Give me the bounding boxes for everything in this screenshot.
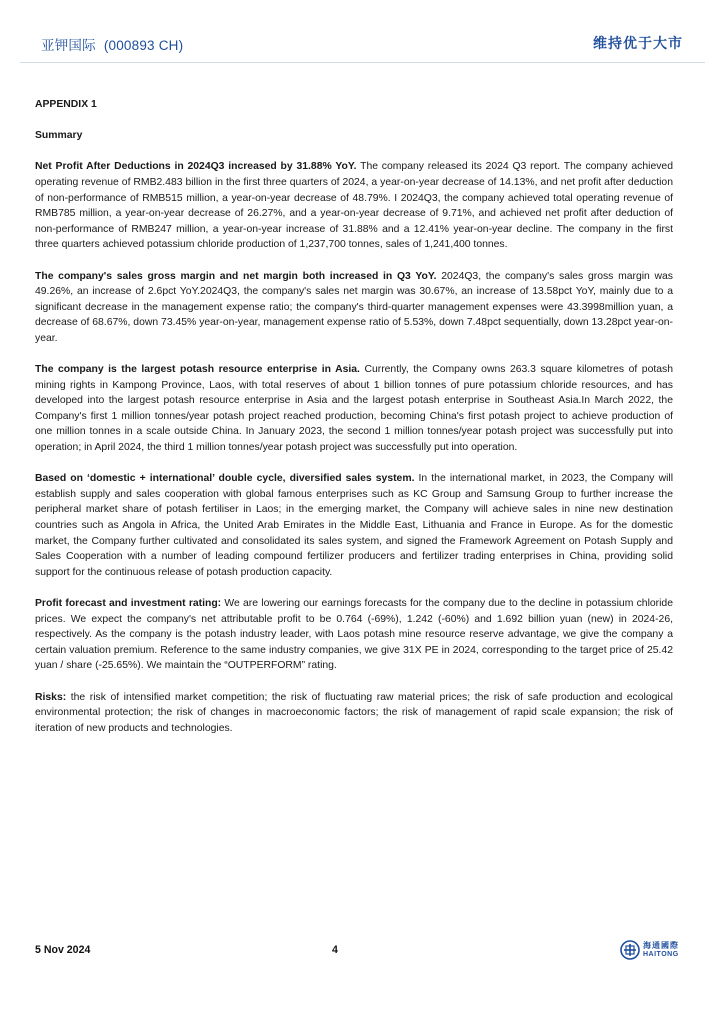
paragraph-body: the risk of intensified market competition; the risk of fluctuating raw material prices; the risk of safe production and ecological environmental protection; the risk of changes in macroeconomic factors; the risk of management of rapid scale expansion; the risk of iteration of new products and technologies. (35, 691, 673, 734)
rating-header: 维持优于大市 (593, 35, 683, 51)
paragraph-lead: The company is the largest potash resource enterprise in Asia. (35, 364, 360, 376)
paragraph-body: In the international market, in 2023, the Company will establish supply and sales cooperation with global famous enterprises such as KC Group and Samsung Group to further increase the peripheral market share of potash fertiliser in Laos; in the emerging market, the Company will achieve sales in nine new destination countries such as Angola in Africa, the United Arab Emirates in the Middle East, Lithuania and France in Europe. As for the domestic market, the Company further cultivated and consolidated its sales system, and signed the Framework Agreement on Potash Supply and Sales Cooperation with a number of leading compound fertilizer producers and fertilizer trading enterprises in China, providing solid support for the continuous release of potash production capacity. (35, 473, 673, 578)
header-company (41, 34, 183, 54)
appendix-title: APPENDIX 1 (35, 99, 97, 110)
paragraph-lead: The company's sales gross margin and net margin both increased in Q3 YoY. (35, 270, 437, 282)
stock-code: (000893 CH) (103, 38, 184, 53)
summary-title: Summary (35, 130, 83, 142)
paragraph-potash-resource (35, 362, 673, 456)
paragraph-lead: Risks: (35, 691, 67, 703)
paragraph-margins (35, 269, 673, 347)
page-footer (0, 940, 725, 970)
paragraph-body: The company released its 2024 Q3 report. The company achieved operating revenue of RMB2.483 billion in the first three quarters of 2024, a year-on-year decrease of 14.13%, and net profit after deduction of non-performance of RMB515 million, a year-on-year decrease of 48.79%. I 2024Q3, the company achieved total operating revenue of RMB785 million, a year-on-year decrease of 26.27%, and a year-on-year decrease of 9.71%, and achieved net profit after deduction of non-performance of RMB247 million, a year-on-year increase of 31.88% and a 12.41% year-on-year decline. The company in the first three quarters achieved potassium chloride production of 1,237,700 tonnes, sales of 1,241,400 tonnes. (35, 161, 673, 251)
logo-text-cn: 海通國際 (643, 941, 679, 950)
report-date: 5 Nov 2024 (35, 944, 91, 956)
paragraph-net-profit (35, 159, 673, 253)
paragraph-body: We are lowering our earnings forecasts for the company due to the decline in potassium chloride prices. We expect the company's net attributable profit to be 0.764 (-69%), 1.242 (-60%) and 1.692 billion yuan (new) in 2024-26, respectively. As the company is the potash industry leader, with Laos potash mine resource reserve advantage, we give the company a certain valuation premium. Reference to the same industry companies, we give 31X PE in 2024, corresponding to the target price of 25.42 yuan / share (-25.65%). We maintain the “OUTPERFORM” rating. (35, 598, 673, 672)
page-number: 4 (332, 944, 338, 956)
header-divider (20, 62, 705, 63)
logo-text (643, 941, 679, 959)
paragraph-lead: Based on ‘domestic + international’ double cycle, diversified sales system. (35, 473, 415, 485)
paragraph-forecast (35, 596, 673, 674)
paragraph-lead: Profit forecast and investment rating: (35, 598, 222, 609)
paragraph-sales-system (35, 471, 673, 580)
paragraph-risks (35, 690, 673, 737)
company-name-cn: 亚钾国际 (41, 38, 96, 53)
report-body (35, 97, 673, 752)
paragraph-body: 2024Q3, the company's sales gross margin was 49.26%, an increase of 2.6pct YoY.2024Q3, the company's sales net margin was 30.67%, an increase of 13.58pct YoY, mainly due to a significant decrease in the management expense ratio; the company's third-quarter management expenses were 43.3998million yuan, a decrease of 68.67%, down 73.45% year-on-year, management expense ratio of 5.53%, down 7.48pct sequentially, down 13.28pct year-on-year. (35, 270, 674, 344)
haitong-logo (620, 940, 679, 960)
logo-text-en: HAITONG (643, 951, 679, 958)
paragraph-lead: Net Profit After Deductions in 2024Q3 increased by 31.88% YoY. (35, 161, 357, 173)
paragraph-body: Currently, the Company owns 263.3 square kilometres of potash mining rights in Kampong Province, Laos, with total reserves of about 1 billion tonnes of pure potassium chloride resources, and has developed into the largest potash resource enterprise in Asia and the largest potash enterprise in Southeast Asia.In March 2022, the Company's first 1 million tonnes/year potash project reached production, becoming China's first potash project to achieve production of one million tonnes in a scale outside China. In January 2023, the second 1 million tonnes/year potash project was successfully put into operation; in April 2024, the third 1 million tonnes/year potash project was successfully put into operation. (35, 364, 673, 454)
haitong-logo-icon (620, 940, 640, 960)
